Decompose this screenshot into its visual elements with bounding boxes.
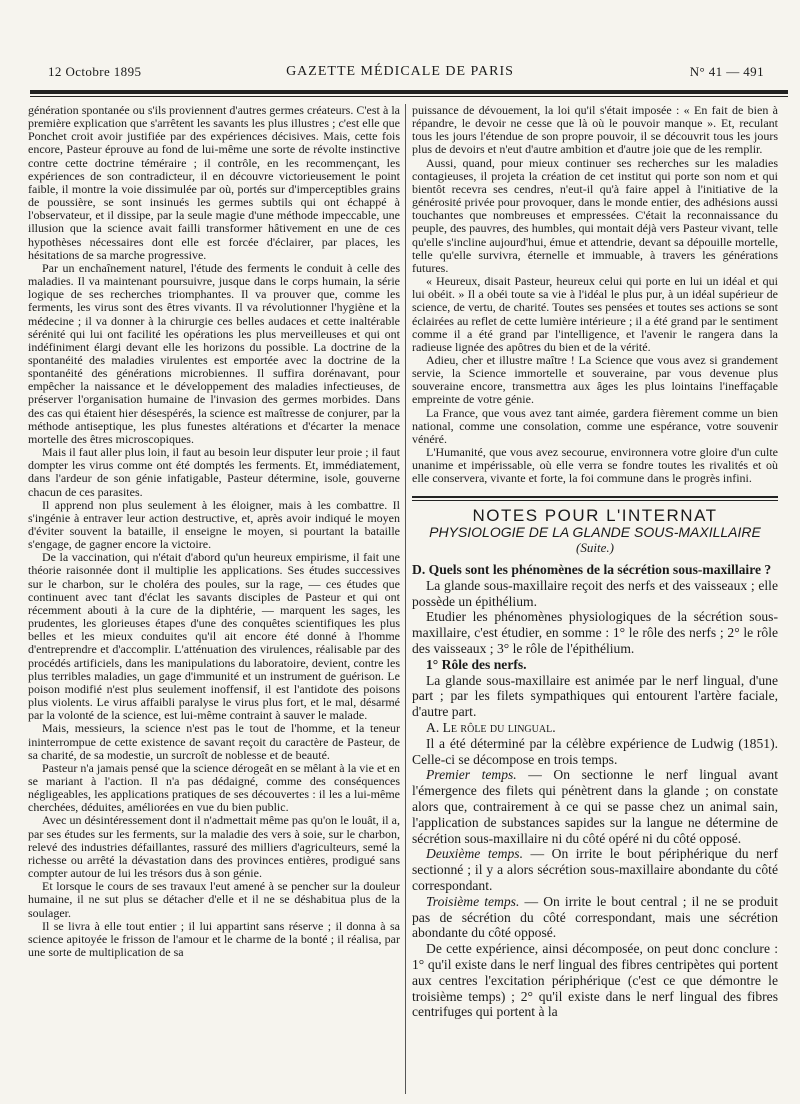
- paragraph: génération spontanée ou s'ils proviennent d'autres germes créateurs. C'est à la première explication que s'arrêtent les savants les plus illustres ; c'est elle que Ponchet croit avoir justifiée par des expériences décisives. Mais, cette fois encore, Pasteur éprouve au fond de lui-même une sorte de révolte instinctive contre cette doctrine téméraire ; il contrôle, en les recommençant, les expériences de son contradicteur, il en découvre victorieusement le point faible, il montre la voie dissimulée par où, portés sur d'imperceptibles grains de poussière, se sont insinués les germes subtils qui ont échappé à l'observateur, et il dissipe, par la seule magie d'une méthode impeccable, une illusion que la science avait failli transformer hâtivement en une de ces hypothèses nécessaires dont elle est forcée d'éclairer, par places, les hésitations de sa marche progressive.: [28, 103, 400, 262]
- paragraph: Mais, messieurs, la science n'est pas le tout de l'homme, et la teneur ininterrompue de cette existence de savant reçoit du caractère de Pasteur, de sa charité, de sa modestie, un surcroît de noblesse et de beauté.: [28, 721, 400, 762]
- paragraph-time-1: Premier temps. — On sectionne le nerf lingual avant l'émergence des filets qui pénètrent dans la glande ; on constate alors que, contrairement à ce qui se passe chez un animal sain, l'application de substances sapides sur la langue ne détermine de sécrétion sous-maxillaire ni du côté opéré ni du côté opposé.: [412, 767, 779, 846]
- section-subtitle: PHYSIOLOGIE DE LA GLANDE SOUS-MAXILLAIRE: [429, 523, 761, 540]
- paragraph: La France, que vous avez tant aimée, gardera fièrement comme un bien national, comme une consolation, comme une espérance, votre souvenir vénéré.: [412, 405, 778, 446]
- time-label: Premier temps.: [426, 767, 517, 783]
- paragraph: Il a été déterminé par la célèbre expérience de Ludwig (1851). Celle-ci se décompose en trois temps.: [412, 735, 778, 767]
- paragraph: Avec un désintéressement dont il n'admettait même pas qu'on le louât, il a, par ses études sur les ferments, sur la maladie des vers à soie, sur le charbon, relevé des industries défaillantes, rassuré des milliers d'agriculteurs, semé la richesse ou arrêté la dévastation dans des provinces entières, prodigué sans compter autour de lui les trésors dus à son génie.: [28, 813, 400, 881]
- paragraph: « Heureux, disait Pasteur, heureux celui qui porte en lui un idéal et qui lui obéit. » Il a obéi toute sa vie à l'idéal le plus pur, à un idéal supérieur de science, de vertu, de charité. Toutes ses pensées et toutes ses actions se sont éclairées au reflet de cette lumière intérieure ; il a été grand par le sentiment comme il a été grand par l'intelligence, et l'avenir le rangera dans la radieuse lignée des apôtres du bien et de la vérité.: [412, 274, 778, 354]
- page-number: N° 41 — 491: [689, 64, 764, 79]
- time-label: Troisième temps.: [426, 893, 520, 909]
- paragraph-time-2: Deuxième temps. — On irrite le bout périphérique du nerf sectionné ; il y a alors sécrétion sous-maxillaire abondante du côté correspondant.: [412, 846, 778, 893]
- right-column: [412, 104, 778, 1020]
- header-rule-thin: [30, 96, 788, 97]
- section-suite: (Suite.): [576, 539, 614, 555]
- paragraph: Pasteur n'a jamais pensé que la science dérogeât en se mêlant à la vie et en se mariant à l'action. Il n'a pas dédaigné, comme des conséquences négligeables, les applications pratiques de ses découvertes : il les a lui-même cherchées, déduites, améliorées en vue du bien public.: [28, 760, 400, 815]
- subheading-nerves: 1° Rôle des nerfs.: [426, 656, 527, 672]
- paragraph: puissance de dévouement, la loi qu'il s'était imposée : « En fait de bien à répandre, le devoir ne cesse que là où le pouvoir manque ». Et, reculant tous les jours l'étendue de son propre pouvoir, il se découvrit tous les jours plus de devoirs et n'eut d'autre ambition et d'autre joie que de les remplir.: [412, 103, 778, 157]
- section-title: NOTES POUR L'INTERNAT: [472, 505, 718, 525]
- left-column: [28, 104, 400, 959]
- right-column-text: [412, 104, 778, 486]
- paragraph: L'Humanité, que vous avez secourue, environnera votre gloire d'un culte unanime et impérissable, où elle verra se fondre toutes les rivalités et où elle conservera, vivante et forte, la foi commune dans le progrès infini.: [412, 445, 778, 486]
- paragraph: La glande sous-maxillaire est animée par le nerf lingual, d'une part ; par les filets sympathiques qui entourent l'artère faciale, d'autre part.: [412, 672, 778, 720]
- header-rule-thick: [30, 90, 788, 94]
- internat-notes: [412, 562, 778, 1020]
- paragraph: Par un enchaînement naturel, l'étude des ferments le conduit à celle des maladies. Il va maintenant poursuivre, jusque dans le corps humain, la série logique de ses recherches triomphantes. Il va prouver que, comme les ferments, les virus sont des êtres vivants. Il va révolutionner l'hygiène et la médecine ; il va donner à la chirurgie ces belles audaces et cette inaltérable sérénité qui lui ont facilité les opérations les plus merveilleuses et qui ont indéfiniment élargi devant elle les horizons du possible. La doctrine de la spontanéité des maladies virulentes est emportée avec la doctrine de la spontanéité des générations microbiennes. Il suffira dorénavant, pour empêcher la naissance et le développement des maladies infectieuses, de préserver l'organisation humaine de l'invasion des germes morbides. Dans des cas qui étaient hier désespérés, la science est maîtresse de conjurer, par la méthode antiseptique, les plus funestes altérations et d'écarter la menace mortelle des êtres microscopiques.: [28, 260, 400, 446]
- paragraph: Adieu, cher et illustre maître ! La Science que vous avez si grandement servie, la Science immortelle et souveraine, par vous devenue plus souveraine encore, transmettra aux âges les plus lointains l'ineffaçable empreinte de votre génie.: [412, 352, 778, 407]
- paragraph: La glande sous-maxillaire reçoit des nerfs et des vaisseaux ; elle possède un épithélium.: [412, 577, 778, 609]
- journal-title: GAZETTE MÉDICALE DE PARIS: [286, 64, 514, 79]
- paragraph-time-3: Troisième temps. — On irrite le bout central ; il ne se produit pas de sécrétion du côté correspondant, mais une sécrétion abondante du côté opposé.: [412, 893, 778, 941]
- paragraph: Il apprend non plus seulement à les éloigner, mais à les combattre. Il s'ingénie à entraver leur action destructive, et, après avoir indiqué le moyen d'éviter souvent la bataille, il enseigne le moyen, si pourtant la bataille s'engage, de gagner encore la victoire.: [28, 497, 400, 552]
- paragraph: Aussi, quand, pour mieux continuer ses recherches sur les maladies contagieuses, il projeta la création de cet institut qui porte son nom et qui bientôt recevra ses cendres, n'eut-il qu'à faire appel à l'initiative de la générosité privée pour provoquer, dans le monde entier, des adhésions aussi touchantes que nombreuses et empressées. C'était la reconnaissance du peuple, des pauvres, des humbles, qui montait déjà vers Pasteur vivant, telle qu'elle s'incline aujourd'hui, émue et attendrie, devant sa dépouille mortelle, telle qu'elle survivra, éternelle et immuable, à travers les générations futures.: [412, 155, 778, 275]
- page-header: [30, 64, 770, 84]
- paragraph: Etudier les phénomènes physiologiques de la sécrétion sous-maxillaire, c'est étudier, en somme : 1° le rôle des nerfs ; 2° le rôle des vaisseaux ; 3° le rôle de l'épithélium.: [412, 609, 778, 656]
- column-divider: [405, 104, 406, 1094]
- paragraph: Et lorsque le cours de ses travaux l'eut amené à se pencher sur la douleur humaine, il ne sut plus se détacher d'elle et il ne se déshabitua plus de la soulager.: [28, 879, 400, 920]
- subheading-lingual: A. Le rôle du lingual.: [426, 719, 556, 735]
- paragraph: Mais il faut aller plus loin, il faut au besoin leur disputer leur proie ; il faut dompter les virus comme ont été domptés les ferments. Et, immédiatement, dans l'ardeur de son génie infatigable, Pasteur détermine, isole, gouverne chacun de ces parasites.: [28, 445, 400, 499]
- paragraph: De la vaccination, qui n'était d'abord qu'un heureux empirisme, il fait une théorie raisonnée dont il multiplie les applications. Ses études successives sur le charbon, sur le choléra des poules, sur la rage, — ces études que continuent avec tant d'éclat les savants disciples de Pasteur et qui ont récemment abouti à la cure de la diphtérie, — marquent les sages, les prudentes, les glorieuses étapes d'une des conquêtes scientifiques les plus belles et les mieux conduites qu'il ait encore été donné à l'homme d'entreprendre et d'accomplir. L'atténuation des virulences, réalisable par des procédés artificiels, dans les manipulations du laboratoire, devient, contre les plus terribles maladies, un gage d'immunité et un instrument de guérison. Le poison modifié n'est plus seulement inoffensif, il est l'antidote des poisons plus violents. Le virus affaibli paralyse le virus plus fort, et le mal, désarmé par la volonté de la science, est lui-même contraint à sauver le malade.: [28, 550, 400, 723]
- time-label: Deuxième temps.: [426, 846, 523, 862]
- paragraph: De cette expérience, ainsi décomposée, on peut donc conclure : 1° qu'il existe dans le nerf lingual des fibres centripètes qui portent aux centres l'excitation périphérique (c'est ce que démontre le troisième temps) ; 2° qu'il existe dans le nerf lingual des fibres centrifuges qui portent à la: [412, 941, 778, 1020]
- section-rule-thick: [412, 496, 778, 498]
- issue-date: 12 Octobre 1895: [48, 64, 142, 79]
- question-heading: D. Quels sont les phénomènes de la sécrétion sous-maxillaire ?: [412, 562, 772, 577]
- paragraph: Il se livra à elle tout entier ; il lui appartint sans réserve ; il donna à sa science apitoyée le frisson de l'amour et le charme de la bonté ; il réalisa, par une sorte de multiplication de sa: [28, 918, 400, 959]
- section-rule-thin: [412, 500, 778, 501]
